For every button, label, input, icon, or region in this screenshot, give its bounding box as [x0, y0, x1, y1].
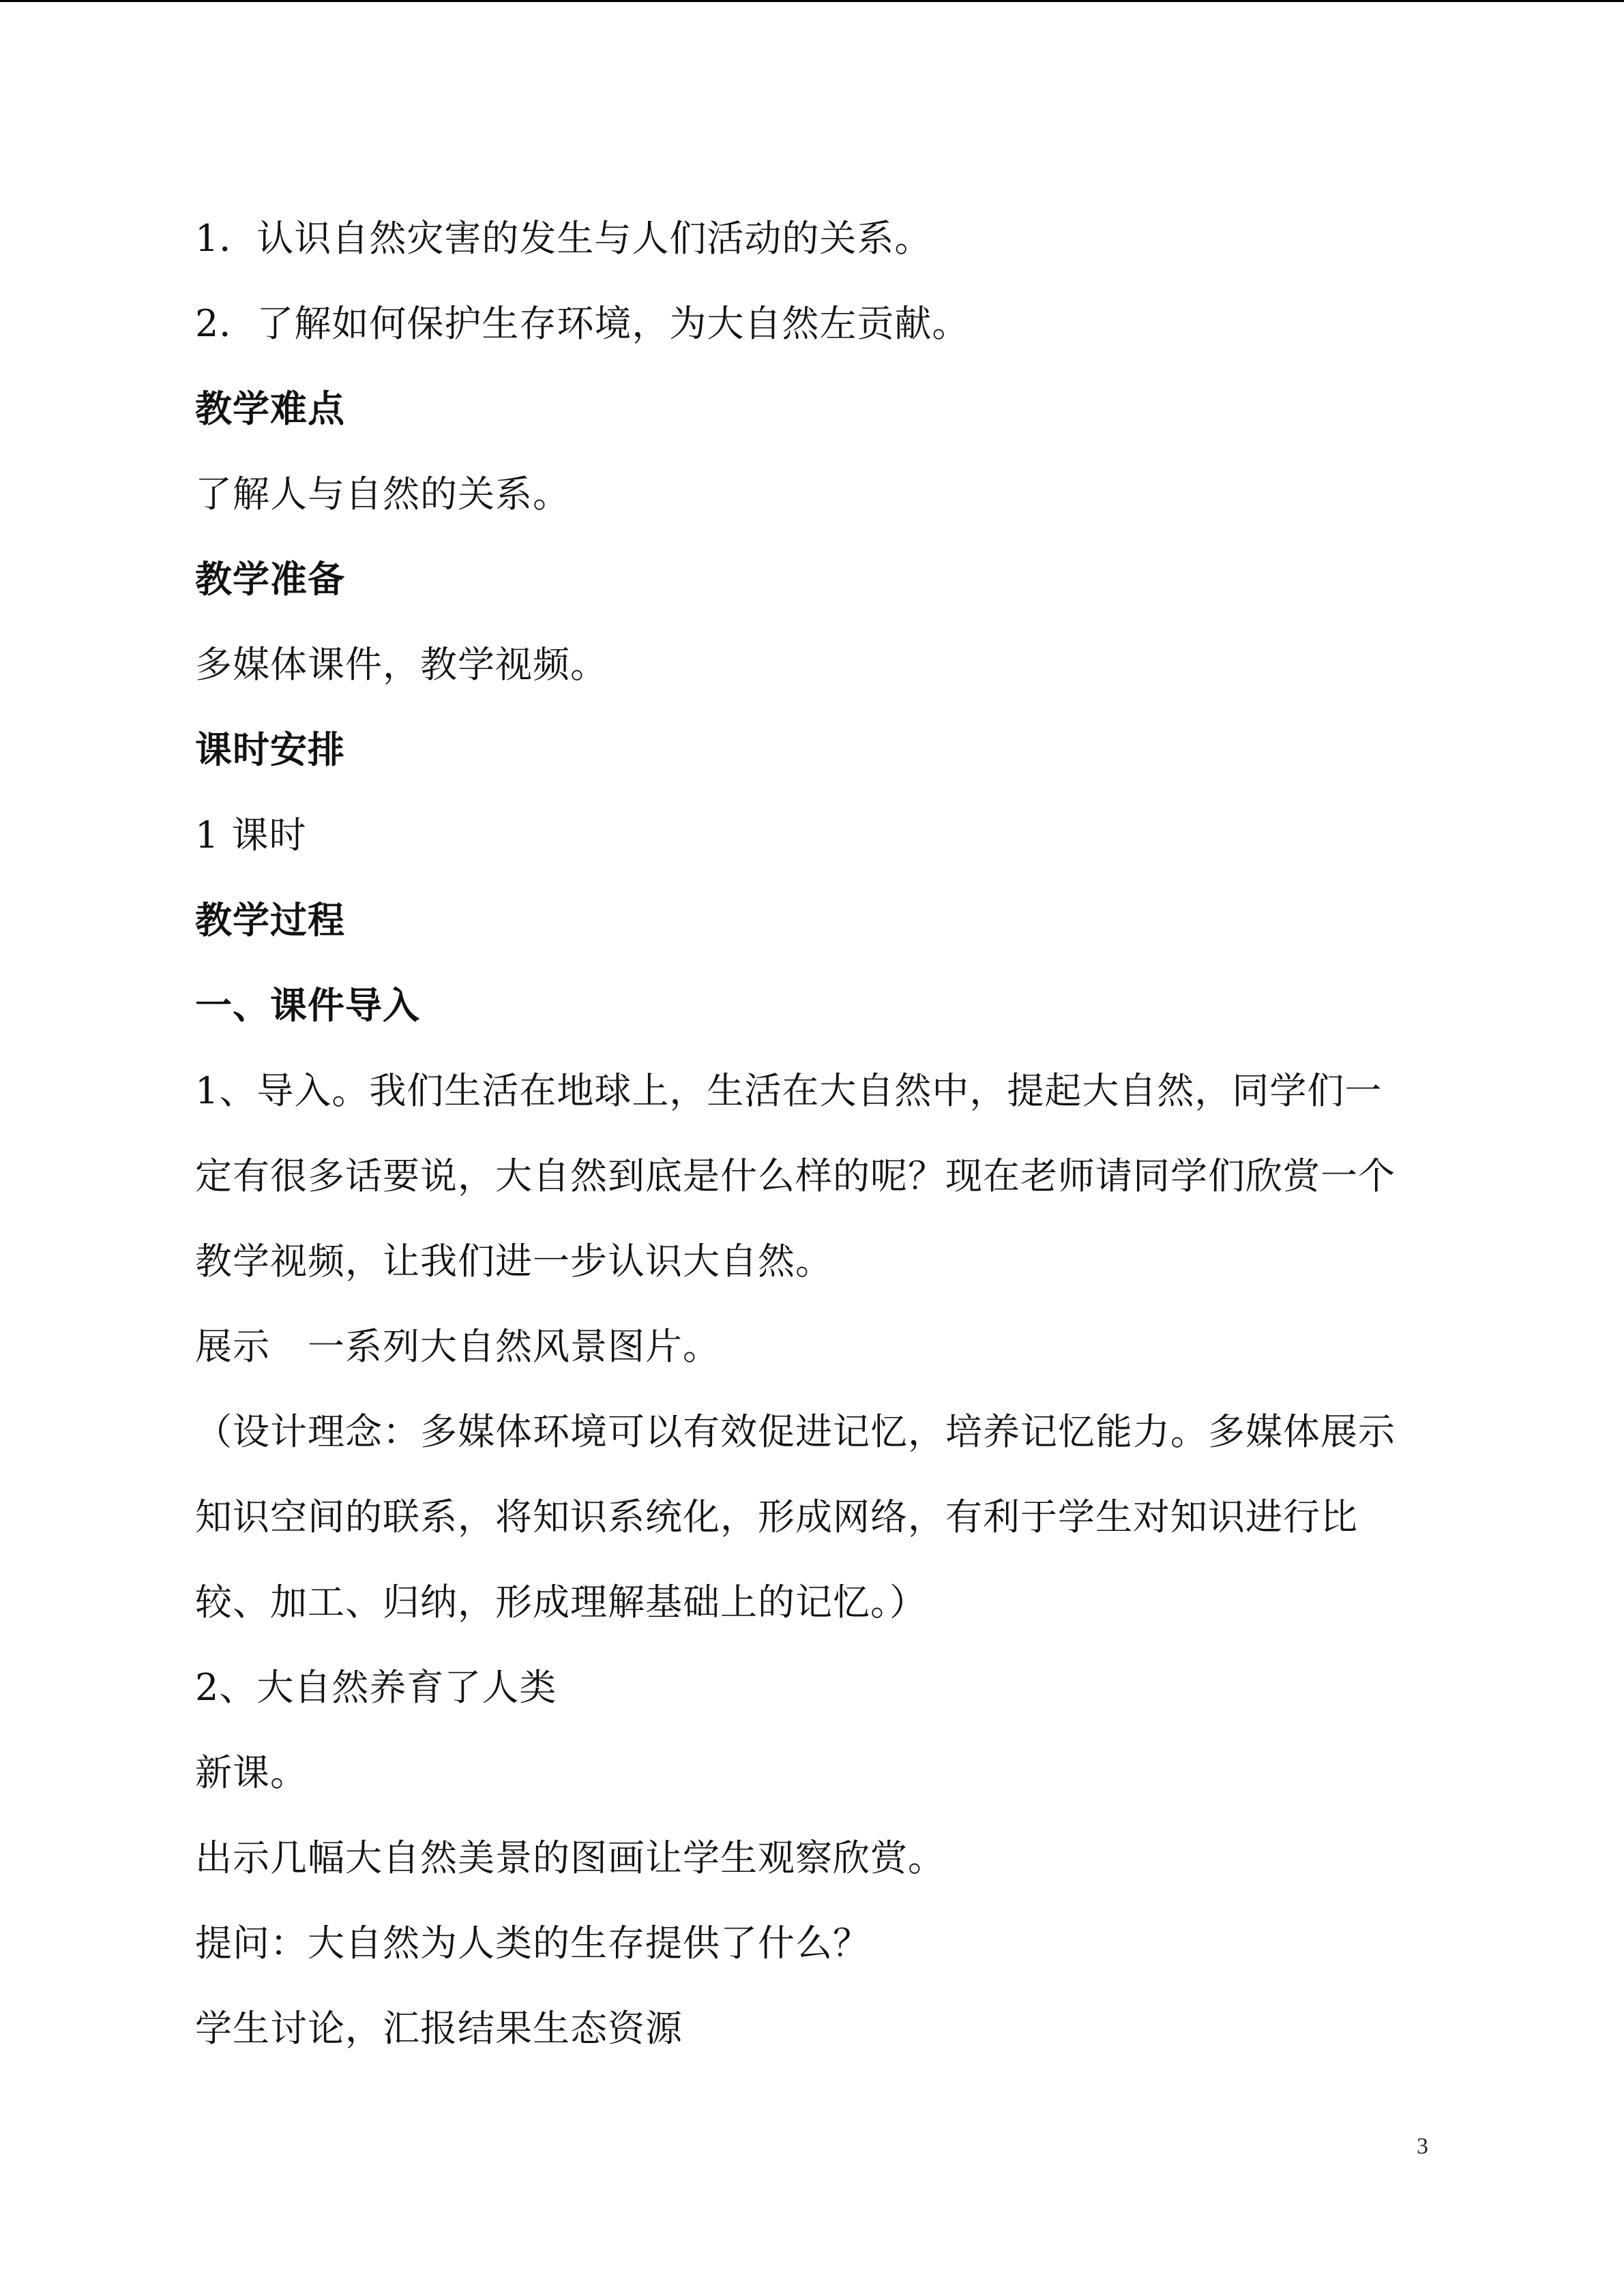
paragraph-line: 新课。 [195, 1751, 308, 1794]
paragraph-line: 教学视频，让我们进一步认识大自然。 [195, 1240, 833, 1283]
paragraph-line: 展示 一系列大自然风景图片。 [195, 1325, 720, 1368]
schedule-text: 1 课时 [195, 814, 307, 856]
objective-1: 1．认识自然灾害的发生与人们活动的关系。 [195, 217, 932, 260]
preparation-text: 多媒体课件，教学视频。 [195, 643, 608, 686]
section-heading-schedule: 课时安排 [195, 728, 345, 771]
difficulty-text: 了解人与自然的关系。 [195, 473, 570, 516]
paragraph-line: 2、大自然养育了人类 [195, 1666, 557, 1709]
top-border-line [0, 0, 1624, 2]
section-heading-difficulty: 教学难点 [195, 387, 345, 430]
paragraph-line: 定有很多话要说，大自然到底是什么样的呢？现在老师请同学们欣赏一个 [195, 1154, 1396, 1197]
section-heading-process: 教学过程 [195, 899, 345, 942]
subsection-heading-intro: 一、课件导入 [195, 984, 420, 1027]
design-note-line: 知识空间的联系，将知识系统化，形成网络，有利于学生对知识进行比 [195, 1495, 1358, 1538]
paragraph-line: 学生讨论，汇报结果生态资源 [195, 2007, 683, 2050]
page-number: 3 [1417, 2134, 1428, 2159]
paragraph-line: 1、导入。我们生活在地球上，生活在大自然中，提起大自然，同学们一 [195, 1069, 1383, 1112]
paragraph-line: 出示几幅大自然美景的图画让学生观察欣赏。 [195, 1836, 945, 1879]
objective-2: 2．了解如何保护生存环境，为大自然左贡献。 [195, 302, 970, 345]
design-note-line: 较、加工、归纳，形成理解基础上的记忆。） [195, 1581, 927, 1624]
section-heading-preparation: 教学准备 [195, 558, 345, 601]
design-note-line: （设计理念：多媒体环境可以有效促进记忆，培养记忆能力。多媒体展示 [195, 1410, 1396, 1453]
paragraph-line: 提问：大自然为人类的生存提供了什么？ [195, 1922, 870, 1965]
